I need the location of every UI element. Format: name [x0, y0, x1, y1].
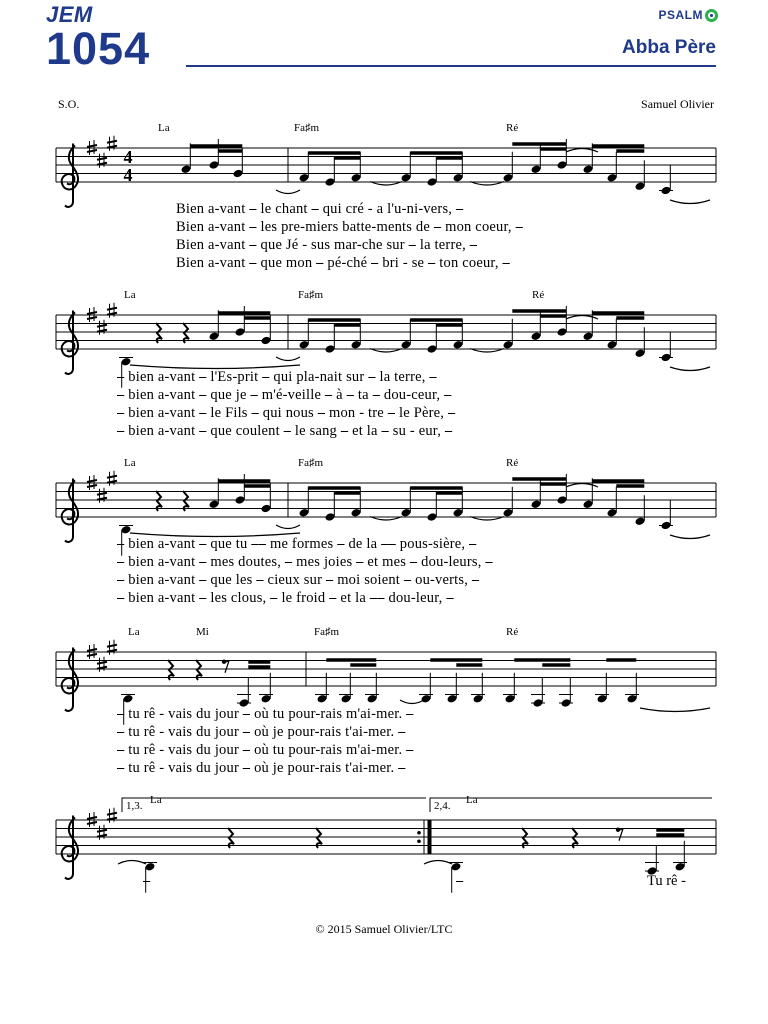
- note: [659, 332, 673, 363]
- lyric-s3-v2: ⎯ bien a-vant ⎯ mes doutes, ⎯ mes joies ⎯ et mes ⎯ dou-leurs, ⎯: [117, 554, 493, 570]
- lyric-s1-v1: Bien a-vant ⎯ le chant ⎯ qui cré - a l'u-ni-vers, ⎯: [176, 201, 464, 217]
- chord-symbol: Fa♯m: [298, 289, 324, 301]
- tie: [276, 190, 300, 194]
- tie: [670, 535, 710, 539]
- tie: [566, 484, 598, 488]
- note: [235, 474, 246, 505]
- tie: [130, 365, 300, 369]
- staff-system: [56, 289, 716, 374]
- treble-clef-icon: [62, 144, 78, 207]
- tie: [670, 200, 710, 204]
- chord-symbol: La: [128, 626, 140, 638]
- chord-symbol: Fa♯m: [298, 457, 324, 469]
- note: [659, 500, 673, 531]
- chord-symbol: Fa♯m: [314, 626, 340, 638]
- staff-system: [56, 457, 716, 542]
- tie: [566, 149, 598, 153]
- treble-clef-icon: [62, 311, 78, 374]
- song-number: 1054: [46, 23, 151, 74]
- song-title: Abba Père: [622, 37, 716, 58]
- note: [325, 156, 336, 187]
- chord-symbol: Fa♯m: [294, 122, 320, 134]
- treble-clef-icon: [62, 648, 78, 711]
- lyric-s4-v2: ⎯ tu rê - vais du jour ⎯ où je pour-rais t'ai-mer. ⎯: [117, 724, 406, 740]
- chord-symbol: Ré: [532, 289, 545, 301]
- repeat-dot: [417, 839, 421, 843]
- time-signature-top: 4: [123, 147, 133, 167]
- tie: [400, 700, 424, 704]
- chord-symbol: Ré: [506, 457, 519, 469]
- tie: [670, 367, 710, 371]
- lyric-s3-v3: ⎯ bien a-vant ⎯ que les ⎯ cieux sur ⎯ moi soient ⎯ ou-verts, ⎯: [117, 572, 480, 588]
- treble-clef-icon: [62, 816, 78, 879]
- lyric-s4-v1: ⎯ tu rê - vais du jour ⎯ où tu pour-rais m'ai-mer. ⎯: [117, 706, 414, 722]
- tie: [640, 708, 710, 712]
- tie: [276, 357, 300, 361]
- lyric-s3-v4: ⎯ bien a-vant ⎯ les clous, ⎯ le froid ⎯ et la ⎯⎯ dou-leur, ⎯: [117, 590, 454, 606]
- volta-label: 1,3.: [126, 800, 143, 812]
- chord-symbol: La: [124, 457, 136, 469]
- lyric-s2-v2: ⎯ bien a-vant ⎯ que je ⎯ m'é-veille ⎯ à ⎯ ta ⎯ dou-ceur, ⎯: [117, 387, 452, 403]
- chord-symbol: La: [158, 122, 170, 134]
- collection-label: JEM: [46, 2, 93, 27]
- note: [325, 491, 336, 522]
- chord-symbol: Ré: [506, 122, 519, 134]
- note: [559, 677, 573, 708]
- repeat-barline: [428, 820, 432, 854]
- note: [427, 323, 438, 354]
- note: [325, 323, 336, 354]
- tie: [424, 861, 452, 865]
- composer: Samuel Olivier: [641, 97, 714, 111]
- note: [235, 306, 246, 337]
- lyric-s3-v1: ⎯ bien a-vant ⎯ que tu ⎯⎯ me formes ⎯ de la ⎯⎯ pous-sière, ⎯: [117, 536, 477, 552]
- note: [531, 677, 545, 708]
- lyric-s4-v4: ⎯ tu rê - vais du jour ⎯ où je pour-rais t'ai-mer. ⎯: [117, 760, 406, 776]
- note: [427, 491, 438, 522]
- note: [645, 845, 659, 876]
- tie: [118, 861, 146, 865]
- chord-symbol: Ré: [506, 626, 519, 638]
- tie: [566, 316, 598, 320]
- eighth-rest-icon: [222, 660, 229, 673]
- chord-symbol: La: [466, 794, 478, 806]
- chord-symbol: La: [150, 794, 162, 806]
- initials: S.O.: [58, 97, 80, 111]
- eighth-rest-icon: [616, 828, 623, 841]
- lyric-s5-ending1: ⎯: [143, 873, 151, 889]
- copyright: © 2015 Samuel Olivier/LTC: [315, 922, 453, 936]
- lyric-s4-v3: ⎯ tu rê - vais du jour ⎯ où tu pour-rais m'ai-mer. ⎯: [117, 742, 414, 758]
- brand-text: PSALM: [658, 8, 703, 22]
- note: [237, 677, 251, 708]
- volta-label: 2,4.: [434, 800, 451, 812]
- lyric-pickup: Tu rê -: [647, 873, 686, 889]
- treble-clef-icon: [62, 479, 78, 542]
- repeat-dot: [417, 831, 421, 835]
- chord-symbol: Mi: [196, 626, 209, 638]
- lyric-s1-v2: Bien a-vant ⎯ les pre-miers batte-ments de ⎯ mon coeur, ⎯: [176, 219, 524, 235]
- note: [427, 156, 438, 187]
- volta-bracket: [122, 798, 426, 812]
- lyric-s5-ending2: ⎯: [456, 873, 464, 889]
- staff-system: [56, 794, 716, 879]
- lyric-s2-v3: ⎯ bien a-vant ⎯ le Fils ⎯ qui nous ⎯ mon - tre ⎯ le Père, ⎯: [117, 405, 456, 421]
- staff-system: [56, 122, 716, 207]
- staff-system: [56, 626, 716, 711]
- lyric-s1-v3: Bien a-vant ⎯ que Jé - sus mar-che sur ⎯ la terre, ⎯: [176, 237, 478, 253]
- lyric-s1-v4: Bien a-vant ⎯ que mon ⎯ pé-ché ⎯ bri - se ⎯ ton coeur, ⎯: [176, 255, 510, 271]
- note: [209, 139, 220, 170]
- lyric-s2-v4: ⎯ bien a-vant ⎯ que coulent ⎯ le sang ⎯ et la ⎯ su - eur, ⎯: [117, 423, 453, 439]
- time-signature-bottom: 4: [123, 165, 133, 185]
- lyric-s2-v1: ⎯ bien a-vant ⎯ l'Es-prit ⎯ qui pla-nait sur ⎯ la terre, ⎯: [117, 369, 437, 385]
- chord-symbol: La: [124, 289, 136, 301]
- tie: [276, 525, 300, 529]
- note: [659, 165, 673, 196]
